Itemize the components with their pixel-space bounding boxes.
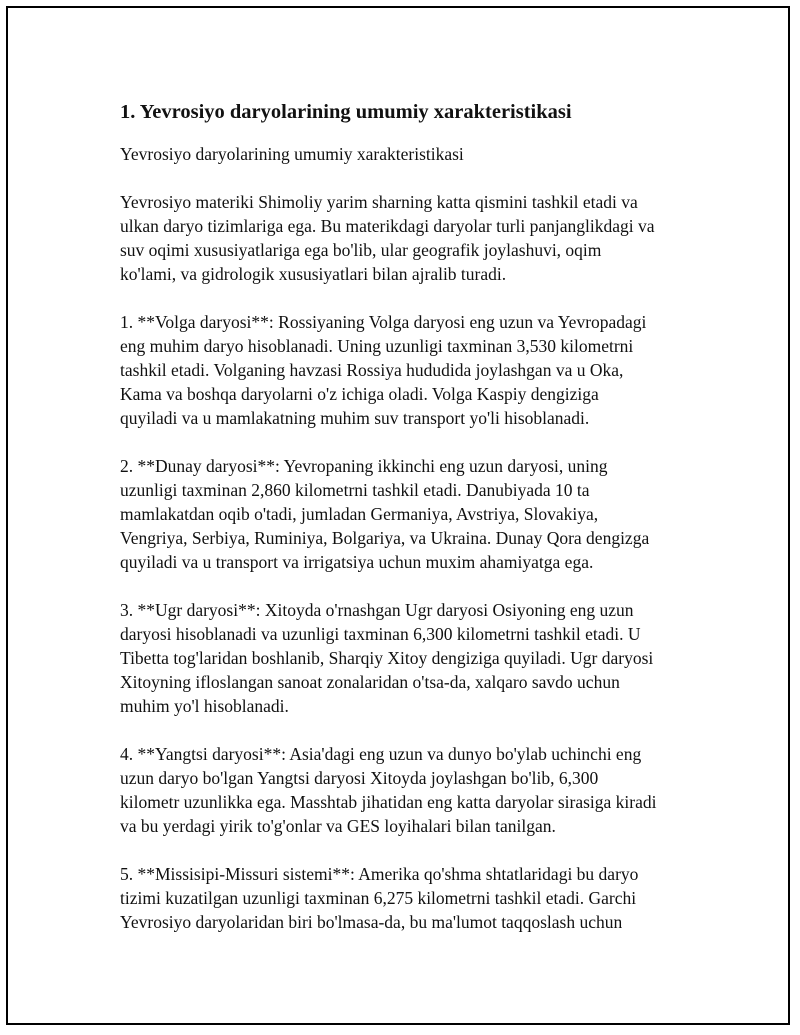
text-line: 1. **Volga daryosi**: Rossiyaning Volga daryosi eng uzun va Yevropadagi [120,311,647,332]
text-line: Vengriya, Serbiya, Ruminiya, Bolgariya, va Ukraina. Dunay Qora dengizga [120,527,650,548]
text-line: Yevrosiyo daryolaridan biri bo'lmasa-da, bu ma'lumot taqqoslash uchun [120,911,623,932]
text-line: Kama va boshqa daryolarni o'z ichiga oladi. Volga Kaspiy dengiziga [120,383,599,404]
text-line: Yevrosiyo materiki Shimoliy yarim sharning katta qismini tashkil etadi va [120,191,638,212]
document-body [120,100,700,958]
text-line: kilometr uzunlikka ega. Masshtab jihatidan eng katta daryolar sirasiga kiradi [120,791,657,812]
document-title: 1. Yevrosiyo daryolarining umumiy xarakteristikasi [120,101,572,123]
text-line: Xitoyning ifloslangan sanoat zonalaridan o'tsa-da, xalqaro savdo uchun [120,671,620,692]
page-frame [6,6,790,1025]
text-line: 3. **Ugr daryosi**: Xitoyda o'rnashgan Ugr daryosi Osiyoning eng uzun [120,599,634,620]
paragraph-ugr [120,598,700,718]
text-line: 5. **Missisipi-Missuri sistemi**: Amerika qo'shma shtatlaridagi bu daryo [120,863,639,884]
text-line: Tibetta tog'laridan boshlanib, Sharqiy Xitoy dengiziga quyiladi. Ugr daryosi [120,647,654,668]
text-line: 2. **Dunay daryosi**: Yevropaning ikkinchi eng uzun daryosi, uning [120,455,608,476]
text-line: daryosi hisoblanadi va uzunligi taxminan 6,300 kilometrni tashkil etadi. U [120,623,641,644]
paragraph-volga [120,310,700,430]
text-line: eng muhim daryo hisoblanadi. Uning uzunligi taxminan 3,530 kilometrni [120,335,634,356]
text-line: tashkil etadi. Volganing havzasi Rossiya hududida joylashgan va u Oka, [120,359,624,380]
text-line: tizimi kuzatilgan uzunligi taxminan 6,275 kilometrni tashkil etadi. Garchi [120,887,637,908]
text-line: muhim yo'l hisoblanadi. [120,695,289,716]
text-line: mamlakatdan oqib o'tadi, jumladan Germaniya, Avstriya, Slovakiya, [120,503,599,524]
paragraph-dunay [120,454,700,574]
paragraph-intro [120,190,700,286]
paragraph-yangtsi [120,742,700,838]
paragraph-missisipi [120,862,700,934]
document-subtitle: Yevrosiyo daryolarining umumiy xarakteristikasi [120,143,464,164]
text-line: ulkan daryo tizimlariga ega. Bu materikdagi daryolar turli panjanglikdagi va [120,215,655,236]
text-line: ko'lami, va gidrologik xususiyatlari bilan ajralib turadi. [120,263,507,284]
text-line: uzunligi taxminan 2,860 kilometrni tashkil etadi. Danubiyada 10 ta [120,479,590,500]
text-line: uzun daryo bo'lgan Yangtsi daryosi Xitoyda joylashgan bo'lib, 6,300 [120,767,599,788]
text-line: 4. **Yangtsi daryosi**: Asia'dagi eng uzun va dunyo bo'ylab uchinchi eng [120,743,642,764]
text-line: quyiladi va u transport va irrigatsiya uchun muxim ahamiyatga ega. [120,551,594,572]
text-line: suv oqimi xususiyatlariga ega bo'lib, ular geografik joylashuvi, oqim [120,239,602,260]
text-line: quyiladi va u mamlakatning muhim suv transport yo'li hisoblanadi. [120,407,590,428]
text-line: va bu yerdagi yirik to'g'onlar va GES loyihalari bilan tanilgan. [120,815,556,836]
